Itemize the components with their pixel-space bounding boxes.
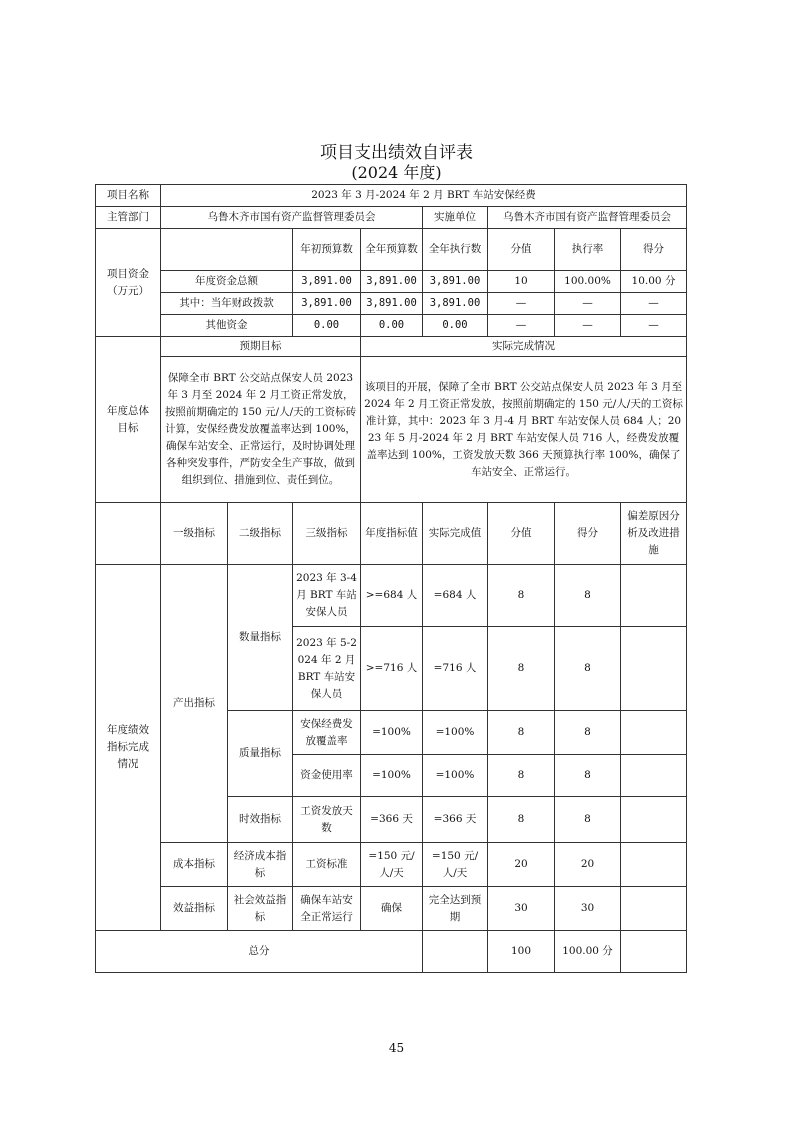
funds-cell: — [621,293,687,315]
indicator-header: 一级指标 [161,503,228,565]
total-score: 100 [488,931,555,973]
funds-cell: — [488,315,555,337]
l3-cell: 工资标准 [293,843,361,887]
actual-cell: =100% [423,755,488,797]
target-cell: =100% [361,711,423,755]
funds-cell: 0.00 [361,315,423,337]
actual-cell: =100% [423,711,488,755]
funds-cell: 3,891.00 [423,293,488,315]
score-cell: 20 [488,843,555,887]
funds-cell: 0.00 [423,315,488,337]
score-cell: 30 [488,887,555,931]
indicator-header: 实际完成值 [423,503,488,565]
target-cell: =100% [361,755,423,797]
actual-cell: =150 元/人/天 [423,843,488,887]
total-label: 总分 [96,931,423,973]
expected-goal-label: 预期目标 [161,337,361,357]
got-cell: 20 [555,843,621,887]
funds-cell: 10 [488,271,555,293]
page-number: 45 [388,1041,405,1055]
funds-cell: — [488,293,555,315]
expected-goal-text: 保障全市 BRT 公交站点保安人员 2023 年 3 月至 2024 年 2 月工资正常发放，按照前期确定的 150 元/人/天的工资标砖计算，安保经费发放覆盖率达到 100%，确保车站安全、正常运行，及时协调处理各种突发事件，严防安全生产事故，做到组织到位、措施到位、责任到位。 [161,357,361,503]
funds-cell: 3,891.00 [361,293,423,315]
indicator-header: 二级指标 [228,503,293,565]
score-cell: 8 [488,711,555,755]
funds-cell: 3,891.00 [361,271,423,293]
target-cell: 确保 [361,887,423,931]
l3-cell: 安保经费发放覆盖率 [293,711,361,755]
target-cell: >=716 人 [361,627,423,711]
funds-row-label: 其他资金 [161,315,293,337]
target-cell: =366 天 [361,797,423,843]
funds-row-label: 年度资金总额 [161,271,293,293]
funds-header-blank [161,229,293,271]
got-cell: 8 [555,565,621,627]
score-cell: 8 [488,627,555,711]
dept-label: 主管部门 [96,207,161,229]
score-cell: 8 [488,755,555,797]
total-blank [423,931,488,973]
note-cell [621,627,687,711]
l1-cost-label: 成本指标 [161,843,228,887]
l1-output-label: 产出指标 [161,565,228,843]
project-name-value: 2023 年 3 月-2024 年 2 月 BRT 车站安保经费 [161,185,687,207]
funds-cell: 100.00% [555,271,621,293]
actual-result-text: 该项目的开展，保障了全市 BRT 公交站点保安人员 2023 年 3 月至 2024 年 2 月工资正常发放，按照前期确定的 150 元/人/天的工资标准计算，其中：2023 年 3 月-4 月 BRT 车站安保人员 684 人；2023 年 5 月-2024 年 2 月 BRT 车站安保人员 716 人，经费发放覆盖率达到 100%，工资发放天数 366 天预算执行率 100%，确保了车站安全、正常运行。 [361,357,687,503]
l2-cell: 经济成本指标 [228,843,293,887]
page-subtitle: (2024 年度) [351,163,442,182]
page-title: 项目支出绩效自评表 [320,143,473,163]
note-cell [621,887,687,931]
indicator-header: 得分 [555,503,621,565]
l2-time-label: 时效指标 [228,797,293,843]
indicator-header: 分值 [488,503,555,565]
funds-cell: 10.00 分 [621,271,687,293]
target-cell: >=684 人 [361,565,423,627]
got-cell: 8 [555,711,621,755]
actual-result-label: 实际完成情况 [361,337,687,357]
l2-cell: 社会效益指标 [228,887,293,931]
actual-cell: =684 人 [423,565,488,627]
l2-quality-label: 质量指标 [228,711,293,797]
funds-col-header: 全年执行数 [423,229,488,271]
performance-table [95,184,687,973]
indicator-header: 三级指标 [293,503,361,565]
score-cell: 8 [488,797,555,843]
funds-cell: — [621,315,687,337]
total-got: 100.00 分 [555,931,621,973]
l3-cell: 2023 年 3-4 月 BRT 车站安保人员 [293,565,361,627]
got-cell: 8 [555,627,621,711]
actual-cell: =716 人 [423,627,488,711]
score-cell: 8 [488,565,555,627]
l3-cell: 2023 年 5-2024 年 2 月 BRT 车站安保人员 [293,627,361,711]
funds-col-header: 得分 [621,229,687,271]
funds-col-header: 全年预算数 [361,229,423,271]
goals-label: 年度总体 目标 [96,337,161,503]
got-cell: 8 [555,755,621,797]
funds-cell: 0.00 [293,315,361,337]
note-cell [621,711,687,755]
l1-benefit-label: 效益指标 [161,887,228,931]
indicator-header: 年度指标值 [361,503,423,565]
indicator-header-blank [96,503,161,565]
funds-cell: 3,891.00 [423,271,488,293]
dept-value: 乌鲁木齐市国有资产监督管理委员会 [161,207,423,229]
funds-label: 项目资金 （万元） [96,229,161,337]
l2-quantity-label: 数量指标 [228,565,293,711]
l3-cell: 资金使用率 [293,755,361,797]
project-name-label: 项目名称 [96,185,161,207]
funds-col-header: 年初预算数 [293,229,361,271]
funds-col-header: 执行率 [555,229,621,271]
funds-row-label: 其中：当年财政拨款 [161,293,293,315]
note-cell [621,755,687,797]
impl-value: 乌鲁木齐市国有资产监督管理委员会 [488,207,687,229]
funds-cell: 3,891.00 [293,271,361,293]
funds-cell: — [555,293,621,315]
target-cell: =150 元/人/天 [361,843,423,887]
actual-cell: 完全达到预期 [423,887,488,931]
note-cell [621,565,687,627]
got-cell: 8 [555,797,621,843]
actual-cell: =366 天 [423,797,488,843]
indicator-header: 偏差原因分析及改进措施 [621,503,687,565]
indicators-section-label: 年度绩效 指标完成 情况 [96,565,161,931]
l3-cell: 工资发放天数 [293,797,361,843]
impl-label: 实施单位 [423,207,488,229]
l3-cell: 确保车站安全正常运行 [293,887,361,931]
total-note [621,931,687,973]
funds-cell: 3,891.00 [293,293,361,315]
funds-cell: — [555,315,621,337]
note-cell [621,843,687,887]
note-cell [621,797,687,843]
funds-col-header: 分值 [488,229,555,271]
got-cell: 30 [555,887,621,931]
